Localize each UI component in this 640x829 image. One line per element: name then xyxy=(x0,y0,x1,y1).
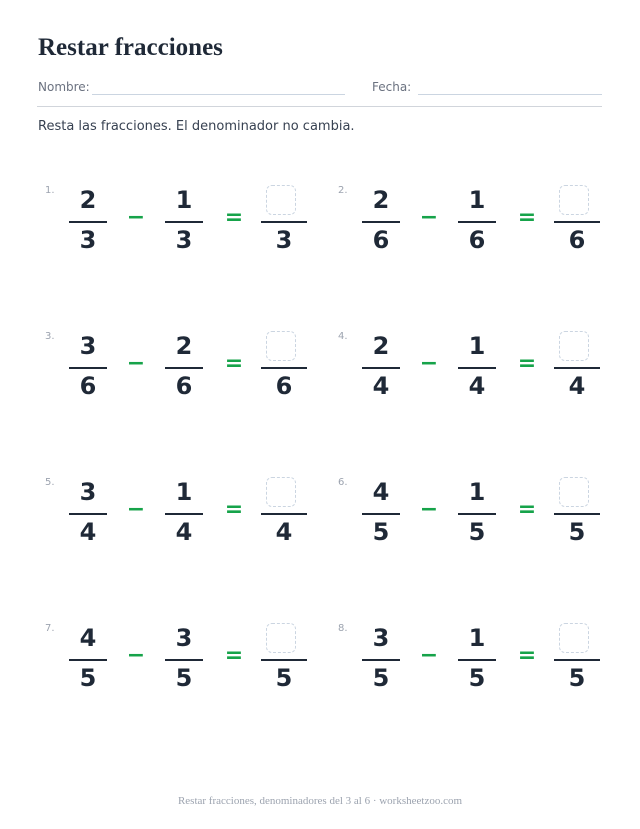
equals-sign: = xyxy=(224,205,244,230)
second-denominator: 5 xyxy=(468,518,486,546)
first-denominator: 4 xyxy=(79,518,97,546)
equals-sign: = xyxy=(224,497,244,522)
problem-number: 2. xyxy=(338,185,348,196)
fraction-bar xyxy=(554,513,600,515)
problem-number: 5. xyxy=(45,477,55,488)
minus-sign: − xyxy=(126,643,146,668)
answer-numerator-box[interactable] xyxy=(559,477,589,507)
answer-denominator: 5 xyxy=(568,518,586,546)
second-numerator: 1 xyxy=(175,478,193,506)
name-field[interactable] xyxy=(92,94,345,95)
header-divider xyxy=(37,106,602,107)
first-numerator: 2 xyxy=(372,332,390,360)
fraction-bar xyxy=(458,367,496,369)
problem-number: 3. xyxy=(45,331,55,342)
fraction-bar xyxy=(458,659,496,661)
second-numerator: 1 xyxy=(468,478,486,506)
first-denominator: 5 xyxy=(372,518,390,546)
first-denominator: 6 xyxy=(372,226,390,254)
fraction-bar xyxy=(458,513,496,515)
minus-sign: − xyxy=(419,643,439,668)
fraction-bar xyxy=(165,221,203,223)
problem-3 xyxy=(45,331,325,421)
second-numerator: 1 xyxy=(468,624,486,652)
first-denominator: 5 xyxy=(372,664,390,692)
fraction-bar xyxy=(69,513,107,515)
first-numerator: 3 xyxy=(79,478,97,506)
second-denominator: 5 xyxy=(468,664,486,692)
answer-denominator: 6 xyxy=(275,372,293,400)
fraction-bar xyxy=(362,659,400,661)
minus-sign: − xyxy=(419,497,439,522)
first-denominator: 4 xyxy=(372,372,390,400)
second-denominator: 5 xyxy=(175,664,193,692)
problem-number: 8. xyxy=(338,623,348,634)
second-numerator: 1 xyxy=(468,332,486,360)
first-denominator: 5 xyxy=(79,664,97,692)
fraction-bar xyxy=(554,659,600,661)
second-denominator: 4 xyxy=(175,518,193,546)
second-denominator: 4 xyxy=(468,372,486,400)
answer-denominator: 4 xyxy=(568,372,586,400)
equals-sign: = xyxy=(517,643,537,668)
instructions: Resta las fracciones. El denominador no cambia. xyxy=(38,119,355,134)
second-denominator: 6 xyxy=(468,226,486,254)
footer: Restar fracciones, denominadores del 3 al 6 · worksheetzoo.com xyxy=(177,795,463,807)
fraction-bar xyxy=(261,221,307,223)
problem-1 xyxy=(45,185,325,275)
fraction-bar xyxy=(554,367,600,369)
second-numerator: 1 xyxy=(468,186,486,214)
answer-denominator: 3 xyxy=(275,226,293,254)
fraction-bar xyxy=(69,367,107,369)
minus-sign: − xyxy=(419,205,439,230)
fraction-bar xyxy=(458,221,496,223)
problem-2 xyxy=(338,185,618,275)
fraction-bar xyxy=(165,513,203,515)
equals-sign: = xyxy=(517,351,537,376)
second-numerator: 1 xyxy=(175,186,193,214)
fraction-bar xyxy=(261,367,307,369)
fraction-bar xyxy=(261,659,307,661)
answer-denominator: 5 xyxy=(275,664,293,692)
date-field[interactable] xyxy=(418,94,602,95)
minus-sign: − xyxy=(419,351,439,376)
problem-4 xyxy=(338,331,618,421)
fraction-bar xyxy=(362,367,400,369)
second-denominator: 6 xyxy=(175,372,193,400)
fraction-bar xyxy=(69,221,107,223)
equals-sign: = xyxy=(517,497,537,522)
fraction-bar xyxy=(165,659,203,661)
first-numerator: 2 xyxy=(372,186,390,214)
equals-sign: = xyxy=(224,643,244,668)
fraction-bar xyxy=(165,367,203,369)
answer-denominator: 5 xyxy=(568,664,586,692)
answer-numerator-box[interactable] xyxy=(559,331,589,361)
problem-8 xyxy=(338,623,618,713)
second-numerator: 2 xyxy=(175,332,193,360)
page-title: Restar fracciones xyxy=(38,34,223,61)
answer-numerator-box[interactable] xyxy=(266,331,296,361)
fraction-bar xyxy=(362,513,400,515)
problem-number: 7. xyxy=(45,623,55,634)
first-numerator: 2 xyxy=(79,186,97,214)
answer-numerator-box[interactable] xyxy=(559,623,589,653)
answer-numerator-box[interactable] xyxy=(266,477,296,507)
date-label: Fecha: xyxy=(372,80,412,94)
problem-number: 4. xyxy=(338,331,348,342)
first-numerator: 3 xyxy=(79,332,97,360)
minus-sign: − xyxy=(126,497,146,522)
name-label: Nombre: xyxy=(38,80,90,94)
answer-denominator: 4 xyxy=(275,518,293,546)
fraction-bar xyxy=(362,221,400,223)
fraction-bar xyxy=(554,221,600,223)
answer-denominator: 6 xyxy=(568,226,586,254)
answer-numerator-box[interactable] xyxy=(266,185,296,215)
second-denominator: 3 xyxy=(175,226,193,254)
answer-numerator-box[interactable] xyxy=(266,623,296,653)
second-numerator: 3 xyxy=(175,624,193,652)
minus-sign: − xyxy=(126,205,146,230)
fraction-bar xyxy=(261,513,307,515)
equals-sign: = xyxy=(224,351,244,376)
problem-6 xyxy=(338,477,618,567)
problem-number: 1. xyxy=(45,185,55,196)
first-denominator: 6 xyxy=(79,372,97,400)
problem-number: 6. xyxy=(338,477,348,488)
first-denominator: 3 xyxy=(79,226,97,254)
fraction-bar xyxy=(69,659,107,661)
minus-sign: − xyxy=(126,351,146,376)
equals-sign: = xyxy=(517,205,537,230)
first-numerator: 3 xyxy=(372,624,390,652)
first-numerator: 4 xyxy=(372,478,390,506)
answer-numerator-box[interactable] xyxy=(559,185,589,215)
problem-7 xyxy=(45,623,325,713)
first-numerator: 4 xyxy=(79,624,97,652)
problem-5 xyxy=(45,477,325,567)
